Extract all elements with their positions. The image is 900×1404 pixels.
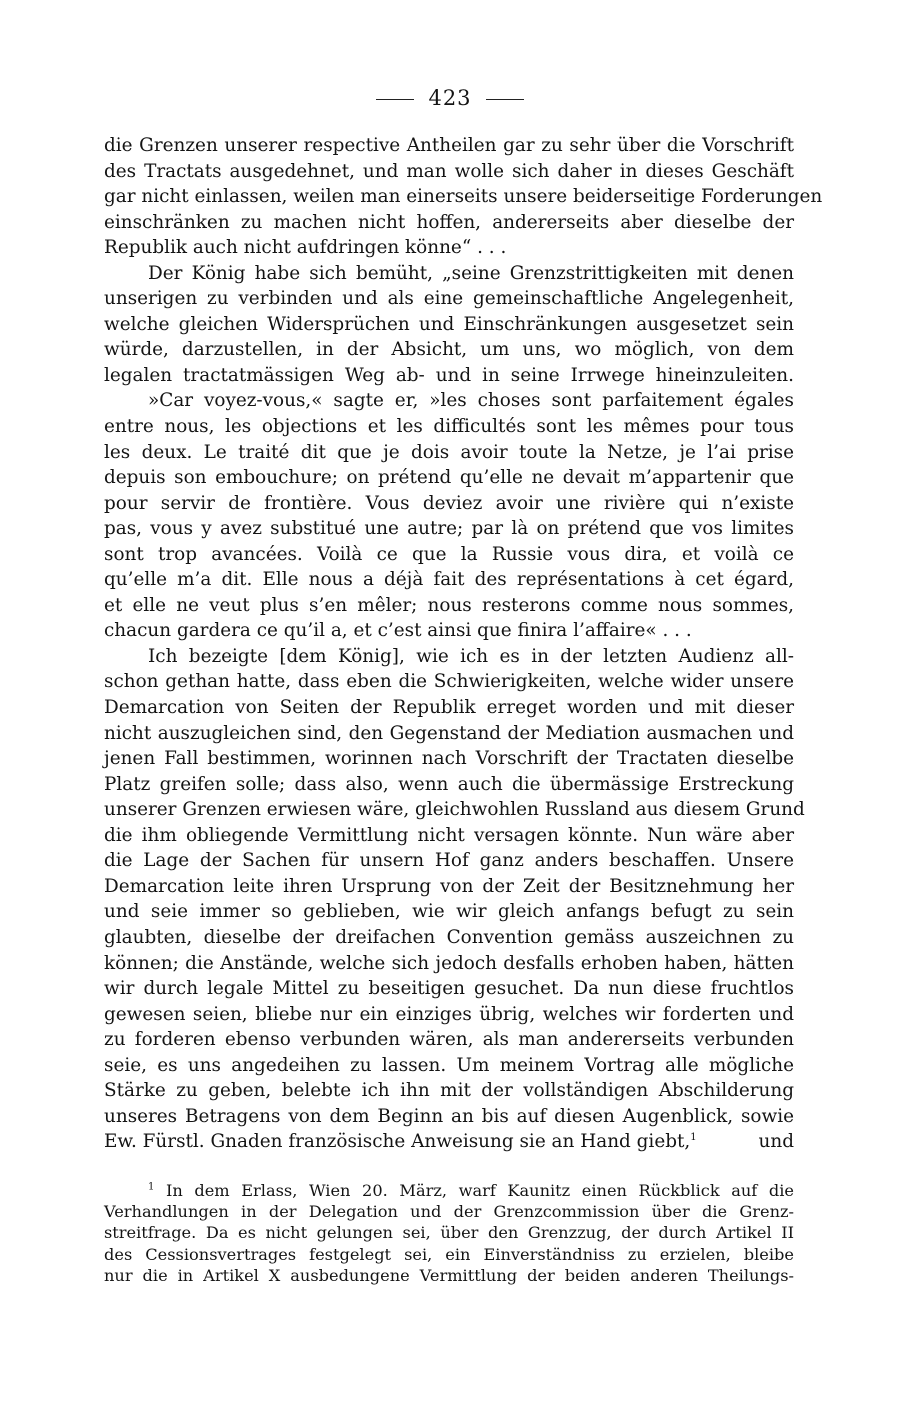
text-line: entre nous, les objections et les difficultés sont les mêmes pour tous <box>104 416 794 438</box>
footnote-marker: 1 <box>148 1181 155 1193</box>
text-line: und seie immer so geblieben, wie wir gleich anfangs befugt zu sein <box>104 901 794 923</box>
body-text <box>104 133 823 1155</box>
footnote-text: In dem Erlass, Wien 20. März, warf Kaunitz einen Rückblick auf die <box>165 1181 794 1200</box>
text-line: gewesen seien, bliebe nur ein einziges übrig, welches wir forderten und <box>104 1003 794 1025</box>
text-line: sont trop avancées. Voilà ce que la Russie vous dira, et voilà ce <box>104 543 794 565</box>
text-line: zu forderen ebenso verbunden wären, als man andererseits verbunden <box>104 1029 794 1051</box>
text-line: wir durch legale Mittel zu beseitigen gesuchet. Da nun diese fruchtlos <box>104 978 794 1000</box>
footnote-line: nur die in Artikel X ausbedungene Vermittlung der beiden anderen Theilungs- <box>104 1265 794 1285</box>
header-rule-left <box>376 99 414 100</box>
text-line: depuis son embouchure; on prétend qu’elle ne devait m’appartenir que <box>104 467 794 489</box>
header-rule-right <box>486 99 524 100</box>
paragraph-start-line: Der König habe sich bemüht, „seine Grenzstrittigkeiten mit denen <box>148 262 794 284</box>
text-line: glaubten, dieselbe der dreifachen Convention gemäss auszeichnen zu <box>104 926 794 948</box>
footnote-block <box>104 1180 794 1286</box>
footnote-line: des Cessionsvertrages festgelegt sei, ein Einverständniss zu erzielen, bleibe <box>104 1244 794 1264</box>
text-line: legalen tractatmässigen Weg ab- und in seine Irrwege hineinzuleiten. <box>104 364 794 386</box>
text-line: et elle ne veut plus s’en mêler; nous resterons comme nous sommes, <box>104 594 794 616</box>
text-line: Republik auch nicht aufdringen könne“ . . . <box>104 237 507 259</box>
footnote-line: streitfrage. Da es nicht gelungen sei, über den Grenzzug, der durch Artikel II <box>104 1223 794 1243</box>
footnote-line <box>104 1180 794 1201</box>
text-line: jenen Fall bestimmen, worinnen nach Vorschrift der Tractaten dieselbe <box>104 748 794 770</box>
text-line: unseres Betragens von dem Beginn an bis auf diesen Augenblick, sowie <box>104 1105 794 1127</box>
page-header <box>0 86 900 110</box>
text-line: chacun gardera ce qu’il a, et c’est ainsi que finira l’affaire« . . . <box>104 620 692 642</box>
text-line: unserigen zu verbinden und als eine gemeinschaftliche Angelegenheit, <box>104 288 794 310</box>
text-segment-group <box>104 1129 697 1155</box>
text-line: die Lage der Sachen für unsern Hof ganz anders beschaffen. Unsere <box>104 850 794 872</box>
text-line: welche gleichen Widersprüchen und Einschränkungen ausgesetzet sein <box>104 313 794 335</box>
text-line: Stärke zu geben, belebte ich ihn mit der vollständigen Abschilderung <box>104 1080 794 1102</box>
text-line: einschränken zu machen nicht hoffen, andererseits aber dieselbe der <box>104 211 794 233</box>
text-line: können; die Anstände, welche sich jedoch desfalls erhoben haben, hätten <box>104 952 794 974</box>
page-number: 423 <box>428 86 472 110</box>
footnote-reference: 1 <box>690 1132 697 1144</box>
paragraph-start-line: Ich bezeigte [dem König], wie ich es in der letzten Audienz all- <box>148 645 794 667</box>
text-line-with-footnote-ref <box>104 1129 794 1155</box>
text-line: Demarcation von Seiten der Republik erreget worden und mit dieser <box>104 697 794 719</box>
text-line: Demarcation leite ihren Ursprung von der Zeit der Besitznehmung her <box>104 875 794 897</box>
text-line: nicht auszugleichen sind, den Gegenstand der Mediation ausmachen und <box>104 722 794 744</box>
text-line: pas, vous y avez substitué une autre; par là on prétend que vos limites <box>104 518 794 540</box>
footnote-line: Verhandlungen in der Delegation und der Grenzcommission über die Grenz- <box>104 1202 794 1222</box>
text-line: qu’elle m’a dit. Elle nous a déjà fait des représentations à cet égard, <box>104 569 794 591</box>
text-line: schon gethan hatte, dass eben die Schwierigkeiten, welche wider unsere <box>104 671 794 693</box>
text-line: würde, darzustellen, in der Absicht, um uns, wo möglich, von dem <box>104 339 794 361</box>
text-segment: Ew. Fürstl. Gnaden französische Anweisung sie an Hand giebt, <box>104 1131 691 1153</box>
text-line: unserer Grenzen erwiesen wäre, gleichwohlen Russland aus diesem Grund <box>104 799 805 821</box>
text-line: pour servir de frontière. Vous deviez avoir une rivière qui n’existe <box>104 492 794 514</box>
text-line: Platz greifen solle; dass also, wenn auch die übermässige Erstreckung <box>104 773 794 795</box>
text-line: gar nicht einlassen, weilen man einerseits unsere beiderseitige Forderungen <box>104 186 823 208</box>
text-line: des Tractats ausgedehnet, und man wolle sich daher in dieses Geschäft <box>104 160 794 182</box>
text-segment: und <box>758 1131 794 1153</box>
paragraph-start-line: »Car voyez-vous,« sagte er, »les choses sont parfaitement égales <box>148 390 794 412</box>
text-line: die Grenzen unserer respective Antheilen gar zu sehr über die Vorschrift <box>104 135 794 156</box>
text-line: seie, es uns angedeihen zu lassen. Um meinem Vortrag alle mögliche <box>104 1054 794 1076</box>
text-line: les deux. Le traité dit que je dois avoir toute la Netze, je l’ai prise <box>104 441 794 463</box>
text-line: die ihm obliegende Vermittlung nicht versagen könnte. Nun wäre aber <box>104 824 794 846</box>
